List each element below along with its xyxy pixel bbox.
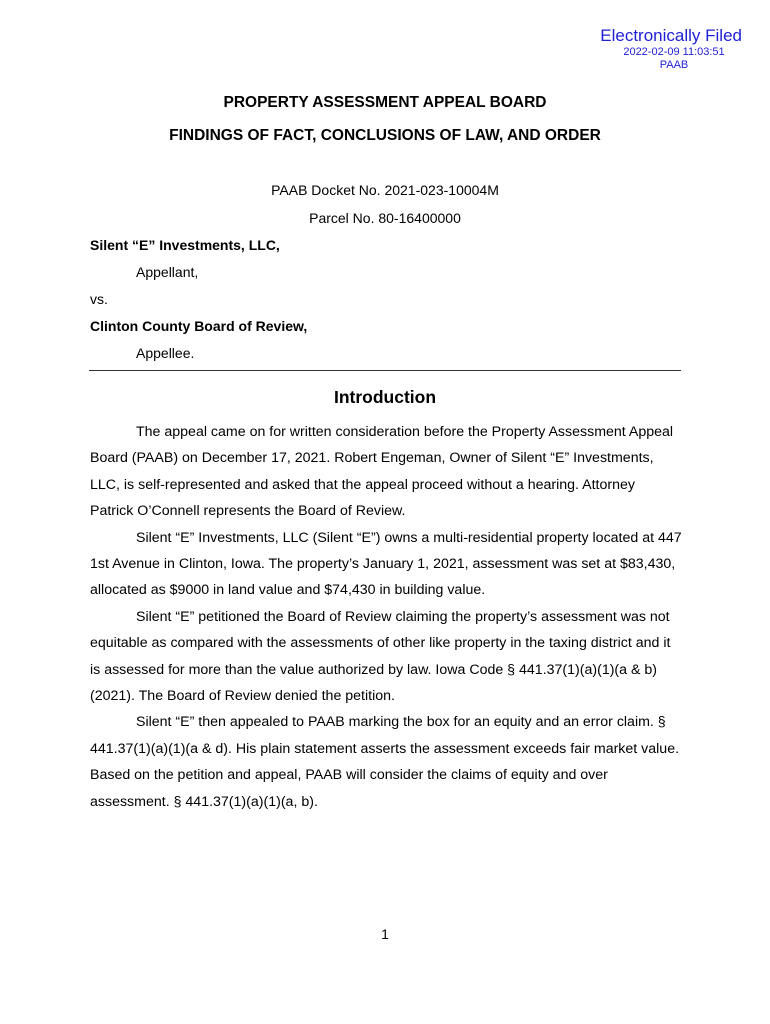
appellant-name: Silent “E” Investments, LLC, xyxy=(90,237,280,253)
appellee-name: Clinton County Board of Review, xyxy=(90,318,308,334)
stamp-title: Electronically Filed xyxy=(600,26,742,45)
introduction-body xyxy=(90,419,682,815)
appellant-role: Appellant, xyxy=(136,264,199,280)
paragraph: Silent “E” petitioned the Board of Review claiming the property’s assessment was not equitable as compared with the assessments of other like property in the taxing district and it is assessed for more than the value authorized by law. Iowa Code § 441.37(1)(a)(1)(a & b) (2021). The Board of Review denied the petition. xyxy=(90,608,671,705)
page-number: 1 xyxy=(381,926,389,942)
paragraph: Silent “E” Investments, LLC (Silent “E”) owns a multi-residential property located at 447 1st Avenue in Clinton, Iowa. The property’s January 1, 2021, assessment was set at $83,430, allocated as $9000 in land value and $74,430 in building value. xyxy=(90,529,682,599)
introduction-heading: Introduction xyxy=(333,387,437,407)
board-title: PROPERTY ASSESSMENT APPEAL BOARD xyxy=(223,94,547,111)
caption-divider xyxy=(89,370,681,371)
electronic-filing-stamp xyxy=(562,26,742,72)
parcel-number: Parcel No. 80-16400000 xyxy=(309,210,461,226)
stamp-agency: PAAB xyxy=(659,59,689,71)
versus-label: vs. xyxy=(90,291,108,307)
paragraph: The appeal came on for written consideration before the Property Assessment Appeal Board (PAAB) on December 17, 2021. Robert Engeman, Owner of Silent “E” Investments, LLC, is self-represented and asked that the appeal proceed without a hearing. Attorney Patrick O’Connell represents the Board of Review. xyxy=(90,424,674,520)
appellee-role: Appellee. xyxy=(136,345,195,361)
order-title: FINDINGS OF FACT, CONCLUSIONS OF LAW, AND ORDER xyxy=(169,127,601,144)
paragraph: Silent “E” then appealed to PAAB marking the box for an equity and an error claim. § 441.37(1)(a)(1)(a & d). His plain statement asserts the assessment exceeds fair market value. Based on the petition and appeal, PAAB will consider the claims of equity and over assessment. § 441.37(1)(a)(1)(a, b). xyxy=(90,714,680,810)
stamp-timestamp: 2022-02-09 11:03:51 xyxy=(623,46,725,58)
docket-number: PAAB Docket No. 2021-023-10004M xyxy=(271,182,499,198)
